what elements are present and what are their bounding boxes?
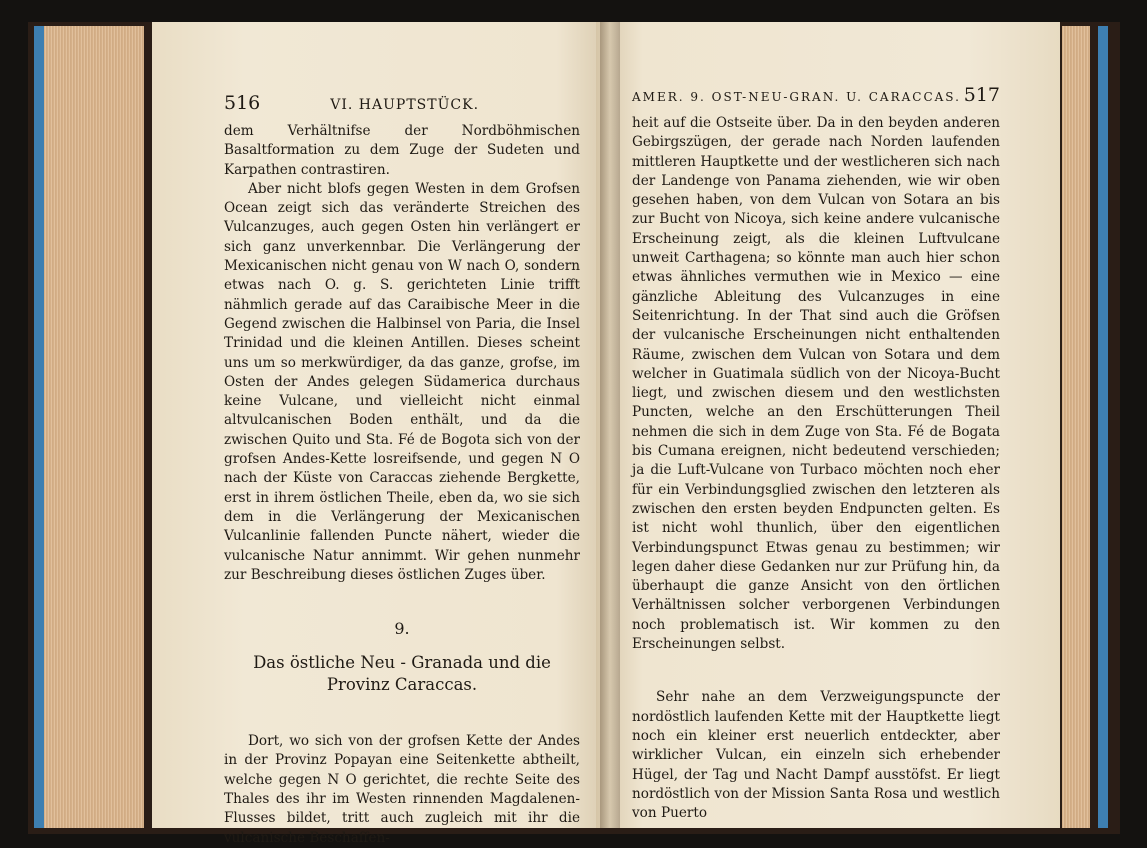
left-running-head: [224, 92, 580, 114]
left-paragraph-1: dem Verhältnifse der Nordböhmischen Basaltformation zu dem Zuge der Sudeten und Karpathen contrastiren.: [224, 123, 580, 178]
book-gutter: [600, 22, 620, 828]
left-paragraph-2: Aber nicht blofs gegen Westen in dem Grofsen Ocean zeigt sich das veränderte Streichen des Vulcanzuges, auch gegen Osten hin verlängert er sich ganz unverkennbar. Die Verlängerung der Mexicanischen nicht genau von W nach O, sondern etwas nach O. g. S. gerichteten Linie trifft nähmlich gerade auf das Caraibische Meer in die Gegend zwischen die Halbinsel von Paria, die Insel Trinidad und die kleinen Antillen. Dieses scheint uns um so merkwürdiger, da das ganze, grofse, im Osten der Andes gelegen Südamerica durchaus keine Vulcane, und vielleicht nicht einmal altvulcanischen Boden enthält, und da die zwischen Quito und Sta. Fé de Bogota sich von der grofsen Andes-Kette losreifsende, und gegen N O nach der Küste von Caraccas ziehende Bergkette, erst in ihrem östlichen Theile, eben da, wo sie sich dem in die Verlängerung der Mexicanischen Vulcanlinie fallenden Puncte nähert, wieder die vulcanische Natur annimmt. Wir gehen nunmehr zur Beschreibung dieses östlichen Zuges über.: [224, 180, 580, 583]
right-page-edges: [1062, 26, 1090, 828]
right-cover-edge: [1098, 26, 1108, 828]
left-page: [152, 22, 612, 846]
left-cover-edge: [34, 26, 44, 828]
right-page: [596, 22, 1060, 828]
left-page-number: 516: [224, 92, 261, 114]
section-title: Das östliche Neu - Granada und die Provinz Caraccas.: [253, 653, 551, 695]
right-paragraph-2: Sehr nahe an dem Verzweigungspuncte der nordöstlich laufenden Kette mit der Hauptkette liegt noch ein kleiner erst neuerlich entdeckter, aber wirklicher Vulcan, ein einzeln sich erhebender Hügel, der Tag und Nacht Dampf ausstöfst. Er liegt nordöstlich von der Mission Santa Rosa und westlich von Puerto: [632, 689, 1000, 822]
section-number: 9.: [394, 619, 410, 639]
right-running-head: [632, 84, 1000, 106]
left-running-title: VI. HAUPTSTÜCK.: [330, 97, 480, 113]
right-page-number: 517: [963, 84, 1000, 106]
left-paragraph-3: Dort, wo sich von der grofsen Kette der Andes in der Provinz Popayan eine Seitenkette abtheilt, welche gegen N O gerichtet, die rechte Seite des Thales des ihr im Westen rinnenden Magdalenen-Flusses bildet, tritt auch zugleich mit ihr die vulcanische Beschaffen-: [224, 733, 580, 846]
right-running-title: AMER. 9. OST-NEU-GRAN. U. CARACCAS.: [632, 90, 961, 104]
open-book: [28, 22, 1120, 846]
right-paragraph-1: heit auf die Ostseite über. Da in den beyden anderen Gebirgszügen, der gerade nach Norden laufenden mittleren Hauptkette und der westlicheren sich nach der Landenge von Panama ziehenden, wie wir oben gesehen haben, von dem Vulcan von Sotara an bis zur Bucht von Nicoya, sich keine andere vulcanische Erscheinung zeigt, als die kleinen Luftvulcane unweit Carthagena; so könnte man auch hier schon etwas ähnliches vermuthen wie in Mexico — eine gänzliche Ableitung des Vulcanzuges in eine Seitenrichtung. In der That sind auch die Gröfsen der vulcanische Erscheinungen nicht enthaltenden Räume, zwischen dem Vulcan von Sotara und dem welcher in Guatimala südlich von der Nicoya-Bucht liegt, und zwischen diesem und den westlichsten Puncten, welche an den Erschütterungen Theil nehmen die sich in dem Zuge von Sta. Fé de Bogata bis Cumana ereignen, nicht bedeutend verschieden; ja die Luft-Vulcane von Turbaco möchten noch eher für ein Verbindungsglied zwischen den letzteren als zwischen den ersten beyden Endpuncten gelten. Es ist nicht wohl thunlich, über den eigentlichen Verbindungspunct Etwas genau zu bestimmen; wir legen daher diese Gedanken nur zur Prüfung hin, da überhaupt die ganze Ansicht von den örtlichen Verhältnissen solcher verborgenen Verbindungen noch problematisch ist. Wir kommen zu den Erscheinungen selbst.: [632, 115, 1000, 653]
left-page-edges: [44, 26, 144, 828]
